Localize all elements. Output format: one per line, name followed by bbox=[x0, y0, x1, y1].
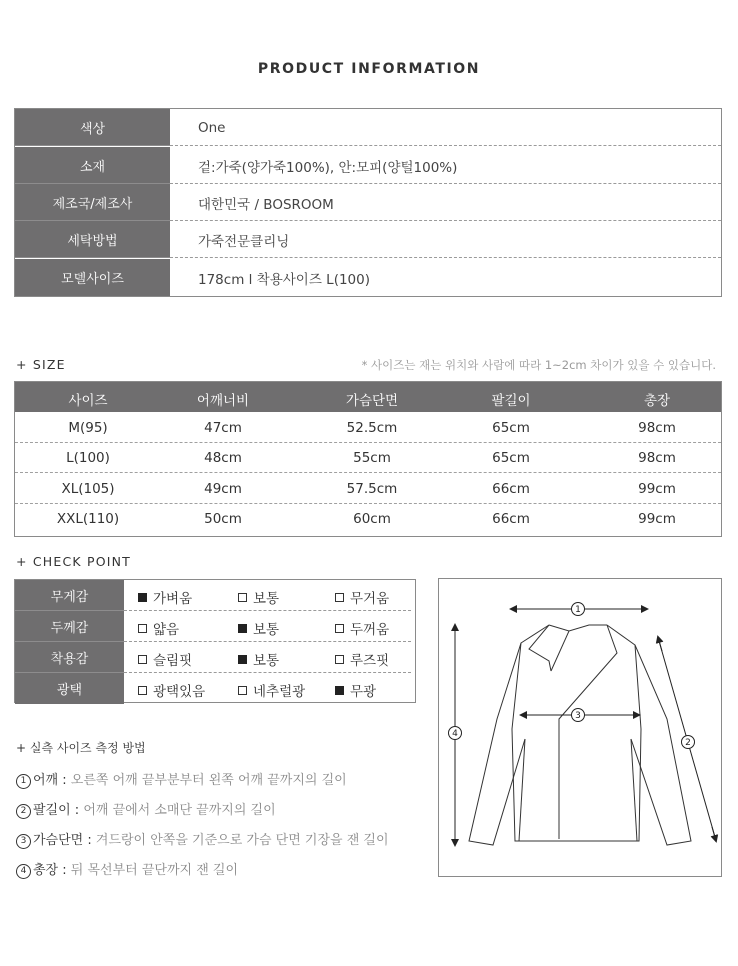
checkpoint-row-thickness bbox=[15, 611, 415, 642]
checkpoint-option: 슬림핏 bbox=[138, 649, 192, 669]
checkbox-icon bbox=[138, 593, 147, 602]
checkpoint-table bbox=[14, 579, 416, 703]
info-label: 제조국/제조사 bbox=[15, 184, 170, 221]
table-cell: 65cm bbox=[492, 420, 530, 436]
info-value: One bbox=[198, 119, 226, 136]
table-cell: 66cm bbox=[492, 511, 530, 527]
table-cell: 66cm bbox=[492, 481, 530, 497]
table-cell: 55cm bbox=[353, 450, 391, 466]
number-badge: 4 bbox=[16, 864, 31, 879]
table-cell: 98cm bbox=[638, 420, 676, 436]
column-header: 총장 bbox=[643, 393, 671, 409]
checkpoint-row-gloss bbox=[15, 673, 415, 704]
info-row-model-size bbox=[15, 259, 721, 296]
info-row-manufacturer bbox=[15, 184, 721, 221]
table-cell: 49cm bbox=[204, 481, 242, 497]
column-header: 가슴단면 bbox=[345, 393, 399, 409]
table-cell: 48cm bbox=[204, 450, 242, 466]
marker-2: 2 bbox=[685, 738, 691, 748]
checkpoint-option: 보통 bbox=[238, 649, 279, 669]
info-row-color bbox=[15, 109, 721, 146]
checkpoint-option: 무거움 bbox=[335, 587, 389, 607]
checkpoint-option: 네추럴광 bbox=[238, 680, 305, 700]
checkpoint-label: 광택 bbox=[15, 673, 124, 704]
measure-heading: + 실측 사이즈 측정 방법 bbox=[16, 741, 146, 755]
table-cell: 65cm bbox=[492, 450, 530, 466]
size-table-header bbox=[15, 382, 721, 412]
info-row-material bbox=[15, 147, 721, 184]
page-title: PRODUCT INFORMATION bbox=[257, 61, 481, 77]
info-label: 세탁방법 bbox=[15, 221, 170, 258]
checkbox-icon bbox=[138, 655, 147, 664]
table-row bbox=[15, 504, 721, 534]
checkpoint-label: 두께감 bbox=[15, 611, 124, 642]
column-header: 사이즈 bbox=[68, 393, 108, 409]
table-cell: 60cm bbox=[353, 511, 391, 527]
checkbox-icon bbox=[238, 686, 247, 695]
table-cell: 99cm bbox=[638, 511, 676, 527]
checkbox-icon bbox=[238, 624, 247, 633]
size-heading: + SIZE bbox=[16, 357, 66, 372]
table-row bbox=[15, 413, 721, 443]
table-cell: 99cm bbox=[638, 481, 676, 497]
table-cell: 52.5cm bbox=[346, 420, 398, 436]
checkpoint-option: 루즈핏 bbox=[335, 649, 389, 669]
number-badge: 1 bbox=[16, 774, 31, 789]
checkpoint-option: 보통 bbox=[238, 618, 279, 638]
measure-item: 2 팔길이 : 어깨 끝에서 소매단 끝까지의 길이 bbox=[16, 799, 276, 819]
table-cell: 57.5cm bbox=[346, 481, 398, 497]
checkbox-icon bbox=[138, 624, 147, 633]
info-value: 대한민국 / BOSROOM bbox=[198, 196, 334, 213]
table-row bbox=[15, 474, 721, 504]
measure-item: 1 어깨 : 오른쪽 어깨 끝부분부터 왼쪽 어깨 끝까지의 길이 bbox=[16, 769, 347, 789]
measure-item: 4 총장 : 뒤 목선부터 끝단까지 잰 길이 bbox=[16, 859, 238, 879]
checkpoint-label: 착용감 bbox=[15, 642, 124, 673]
size-table bbox=[14, 381, 722, 537]
checkbox-icon bbox=[238, 593, 247, 602]
checkpoint-heading: + CHECK POINT bbox=[16, 554, 132, 569]
product-info-table bbox=[14, 108, 722, 297]
number-badge: 2 bbox=[16, 804, 31, 819]
checkpoint-row-fit bbox=[15, 642, 415, 673]
checkpoint-option: 무광 bbox=[335, 680, 376, 700]
checkpoint-option: 광택있음 bbox=[138, 680, 205, 700]
jacket-outline-icon bbox=[439, 579, 723, 878]
checkpoint-option: 두꺼움 bbox=[335, 618, 389, 638]
table-cell: L(100) bbox=[66, 450, 110, 466]
table-cell: 50cm bbox=[204, 511, 242, 527]
checkbox-icon bbox=[335, 655, 344, 664]
checkbox-icon bbox=[335, 593, 344, 602]
checkbox-icon bbox=[335, 624, 344, 633]
table-cell: 98cm bbox=[638, 450, 676, 466]
marker-4: 4 bbox=[452, 729, 458, 739]
column-header: 팔길이 bbox=[491, 393, 531, 409]
checkbox-icon bbox=[335, 686, 344, 695]
info-row-washing bbox=[15, 221, 721, 258]
info-value: 겉:가죽(양가죽100%), 안:모피(양털100%) bbox=[198, 159, 458, 176]
table-cell: XXL(110) bbox=[56, 511, 120, 527]
info-value: 178cm l 착용사이즈 L(100) bbox=[198, 271, 370, 288]
table-row bbox=[15, 443, 721, 473]
table-cell: XL(105) bbox=[61, 481, 115, 497]
measure-item: 3 가슴단면 : 겨드랑이 안쪽을 기준으로 가슴 단면 기장을 잰 길이 bbox=[16, 829, 389, 849]
checkpoint-option: 보통 bbox=[238, 587, 279, 607]
column-header: 어깨너비 bbox=[196, 393, 250, 409]
size-note: * 사이즈는 재는 위치와 사람에 따라 1~2cm 차이가 있을 수 있습니다. bbox=[361, 358, 716, 372]
info-label: 모델사이즈 bbox=[15, 259, 170, 296]
checkpoint-row-weight bbox=[15, 580, 415, 611]
checkbox-icon bbox=[138, 686, 147, 695]
jacket-measure-diagram bbox=[438, 578, 722, 877]
number-badge: 3 bbox=[16, 834, 31, 849]
checkbox-icon bbox=[238, 655, 247, 664]
table-cell: M(95) bbox=[68, 420, 108, 436]
checkpoint-label: 무게감 bbox=[15, 580, 124, 611]
info-value: 가죽전문클리닝 bbox=[198, 233, 290, 250]
info-label: 색상 bbox=[15, 109, 170, 146]
marker-3: 3 bbox=[575, 711, 581, 721]
table-cell: 47cm bbox=[204, 420, 242, 436]
checkpoint-option: 얇음 bbox=[138, 618, 179, 638]
checkpoint-option: 가벼움 bbox=[138, 587, 192, 607]
info-label: 소재 bbox=[15, 147, 170, 184]
marker-1: 1 bbox=[575, 605, 581, 615]
